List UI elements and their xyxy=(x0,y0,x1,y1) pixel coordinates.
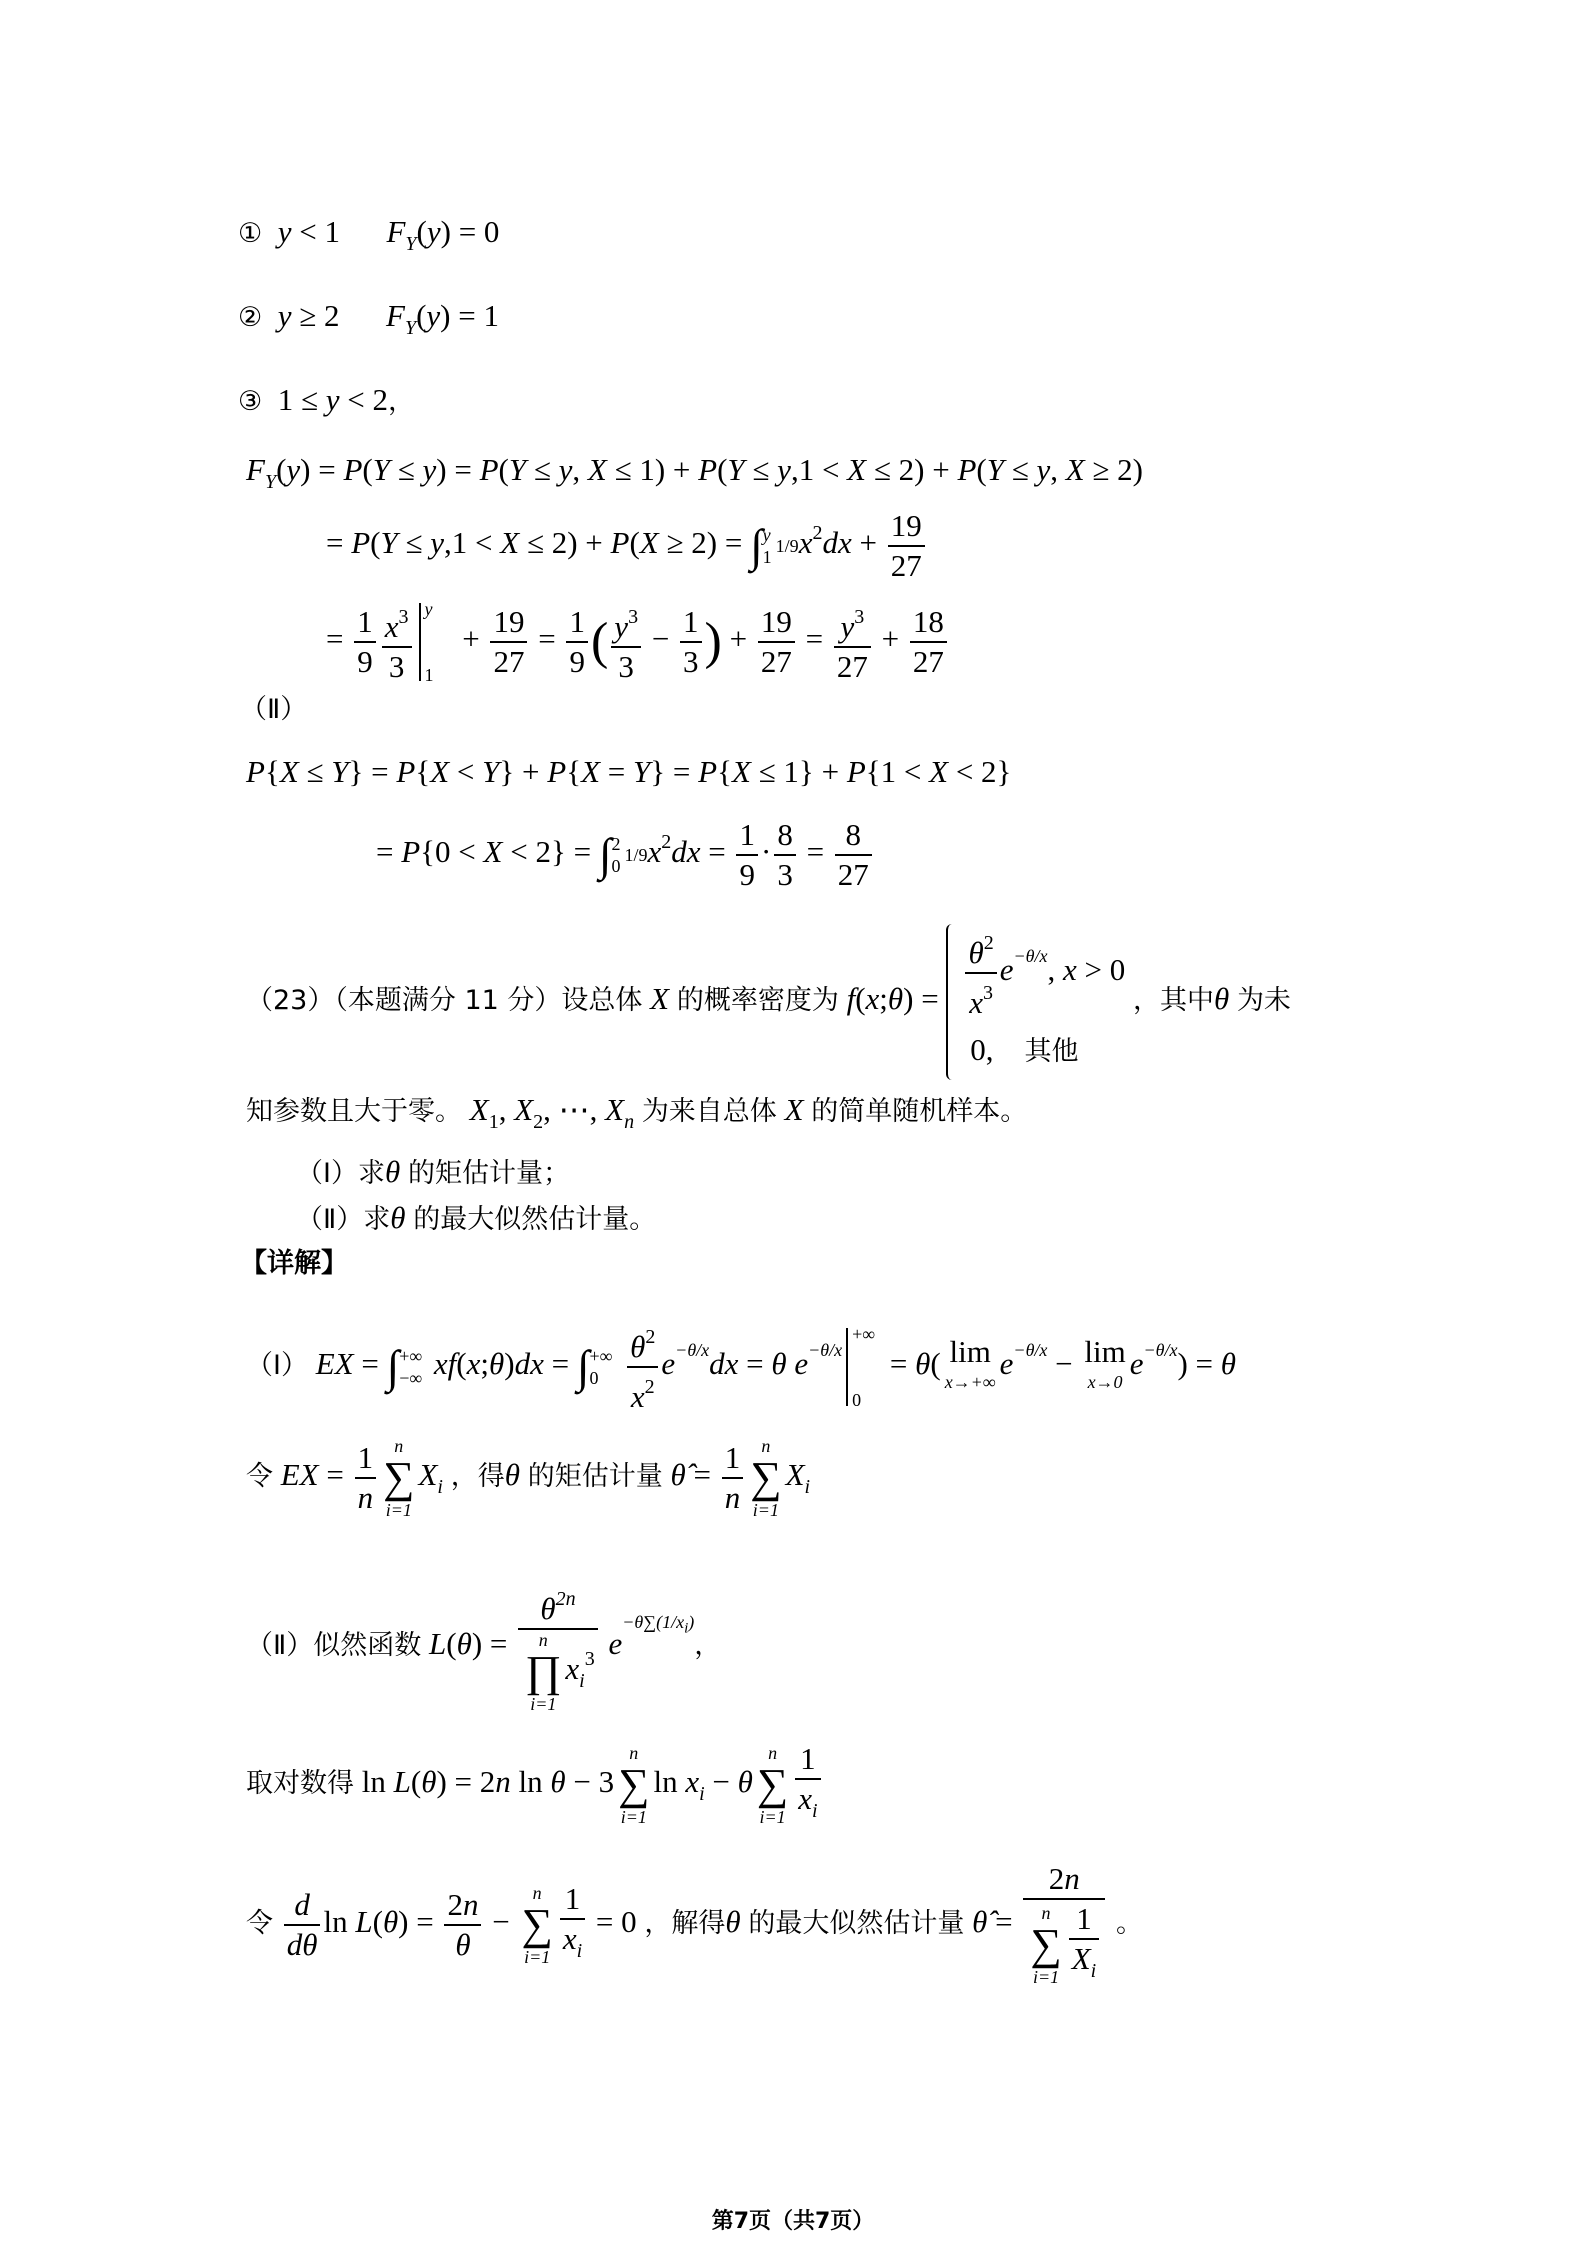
part-2-label: （Ⅱ） xyxy=(240,694,308,725)
q23-line-2: 知参数且大于零。 $X_1$, $X_2$, ⋯, $X_n$ 为来自总体 X 的简单随机样本。 xyxy=(246,1092,1028,1133)
solution-heading: 【详解】 xyxy=(240,1248,348,1279)
page-footer: 第7页（共7页） xyxy=(711,2209,875,2234)
q23-sub-1: （Ⅰ）求θ 的矩估计量； xyxy=(296,1154,570,1189)
prob-line-1: P{X ≤ Y} = P{X < Y} + P{X = Y} = P{X ≤ 1} + P{1 < X < 2} xyxy=(246,754,1012,789)
case-2: ② y ≥ 2 $F_Y(y) = 1$ xyxy=(238,298,499,339)
case-3: ③ 1 ≤ y < 2， xyxy=(238,382,415,417)
likelihood-function: （Ⅱ）似然函数 L(θ) = $\theta^{2n}$ n ∏ i=1 $x_i^3$ $e^{-\theta\sum(1/x_i)}$， xyxy=(246,1580,721,1714)
cdf-line-1: $F_Y(y) = P(Y \le y) = P(Y \le y$, X ≤ 1) + P(Y ≤ y,1 < X ≤ 2) + P(Y ≤ y, X ≥ 2) xyxy=(246,452,1144,493)
cdf-line-2: = P(Y ≤ y,1 < X ≤ 2) + P(X ≥ 2) = ∫ y 1 $1/9x^2dx$ + $\frac{19}{27}$ xyxy=(326,507,928,585)
moment-estimator: 令 EX = $\frac{1}{n}$ n ∑ i=1 $X_i$ ，得θ 的矩估计量 θ̂ = $\frac{1}{n}$ n ∑ i=1 $X_i$ xyxy=(246,1436,811,1520)
piecewise-brace: $\frac{\theta^2}{x^3}$ $e^{-\theta/x}$, x > 0 0, 其他 xyxy=(946,924,1125,1080)
mle-derivative: 令 $\frac{d}{d\theta}$ ln L(θ) = $\frac{2n}{\theta}$ − n ∑ i=1 $\frac{1}{x_i}$ = 0 ，解得θ 的最大似然估计量 θ̂ = 2n n ∑ i=1 $\frac{1}{X_i}$ 。 xyxy=(246,1861,1143,1987)
cdf-line-3: = $\frac{1}{9}$ $\frac{x^3}{3}$ y 1 + $\frac{19}{27}$ = $\frac{1}{9}$ ( $\frac{y^3}{3}$ − $\frac{1}{3}$ ) + $\frac{19}{27}$ = $\frac{y^3}{27}$ + $\frac{18}{27}$ xyxy=(326,598,950,686)
case-1: ① y < 1 $F_Y(y) = 0$ xyxy=(238,214,500,255)
q23-sub-2: （Ⅱ）求θ 的最大似然估计量。 xyxy=(296,1200,657,1235)
prob-line-2: = P{0 < X < 2} = ∫ 2 0 $1/9x^2dx$ = $\frac{1}{9}$ · $\frac{8}{3}$ = $\frac{8}{27}$ xyxy=(376,816,875,894)
log-likelihood: 取对数得 ln L(θ) = 2n ln θ − 3 n ∑ i=1 $\ln x_i - \theta$ n ∑ i=1 $\frac{1}{x_i}$ xyxy=(246,1740,824,1830)
solution-1-expectation: （Ⅰ） EX = ∫ +∞ −∞ xf(x;θ)dx = ∫ +∞ 0 $\frac{\theta^2}{x^2}$ $e^{-\theta/x}dx = \theta$ $e^{-\theta/x}$ +∞ 0 = θ( lim x→+∞ $e^{-\theta/x}$ − lim x→0 $e^{-\theta/x}) = \theta$ xyxy=(246,1318,1236,1416)
q23-line: （23）（本题满分 11 分）设总体 X 的概率密度为 f(x;θ) = $\frac{\theta^2}{x^3}$ $e^{-\theta/x}$, x > 0 0, 其他 ，其中θ 为未 xyxy=(246,924,1291,1080)
